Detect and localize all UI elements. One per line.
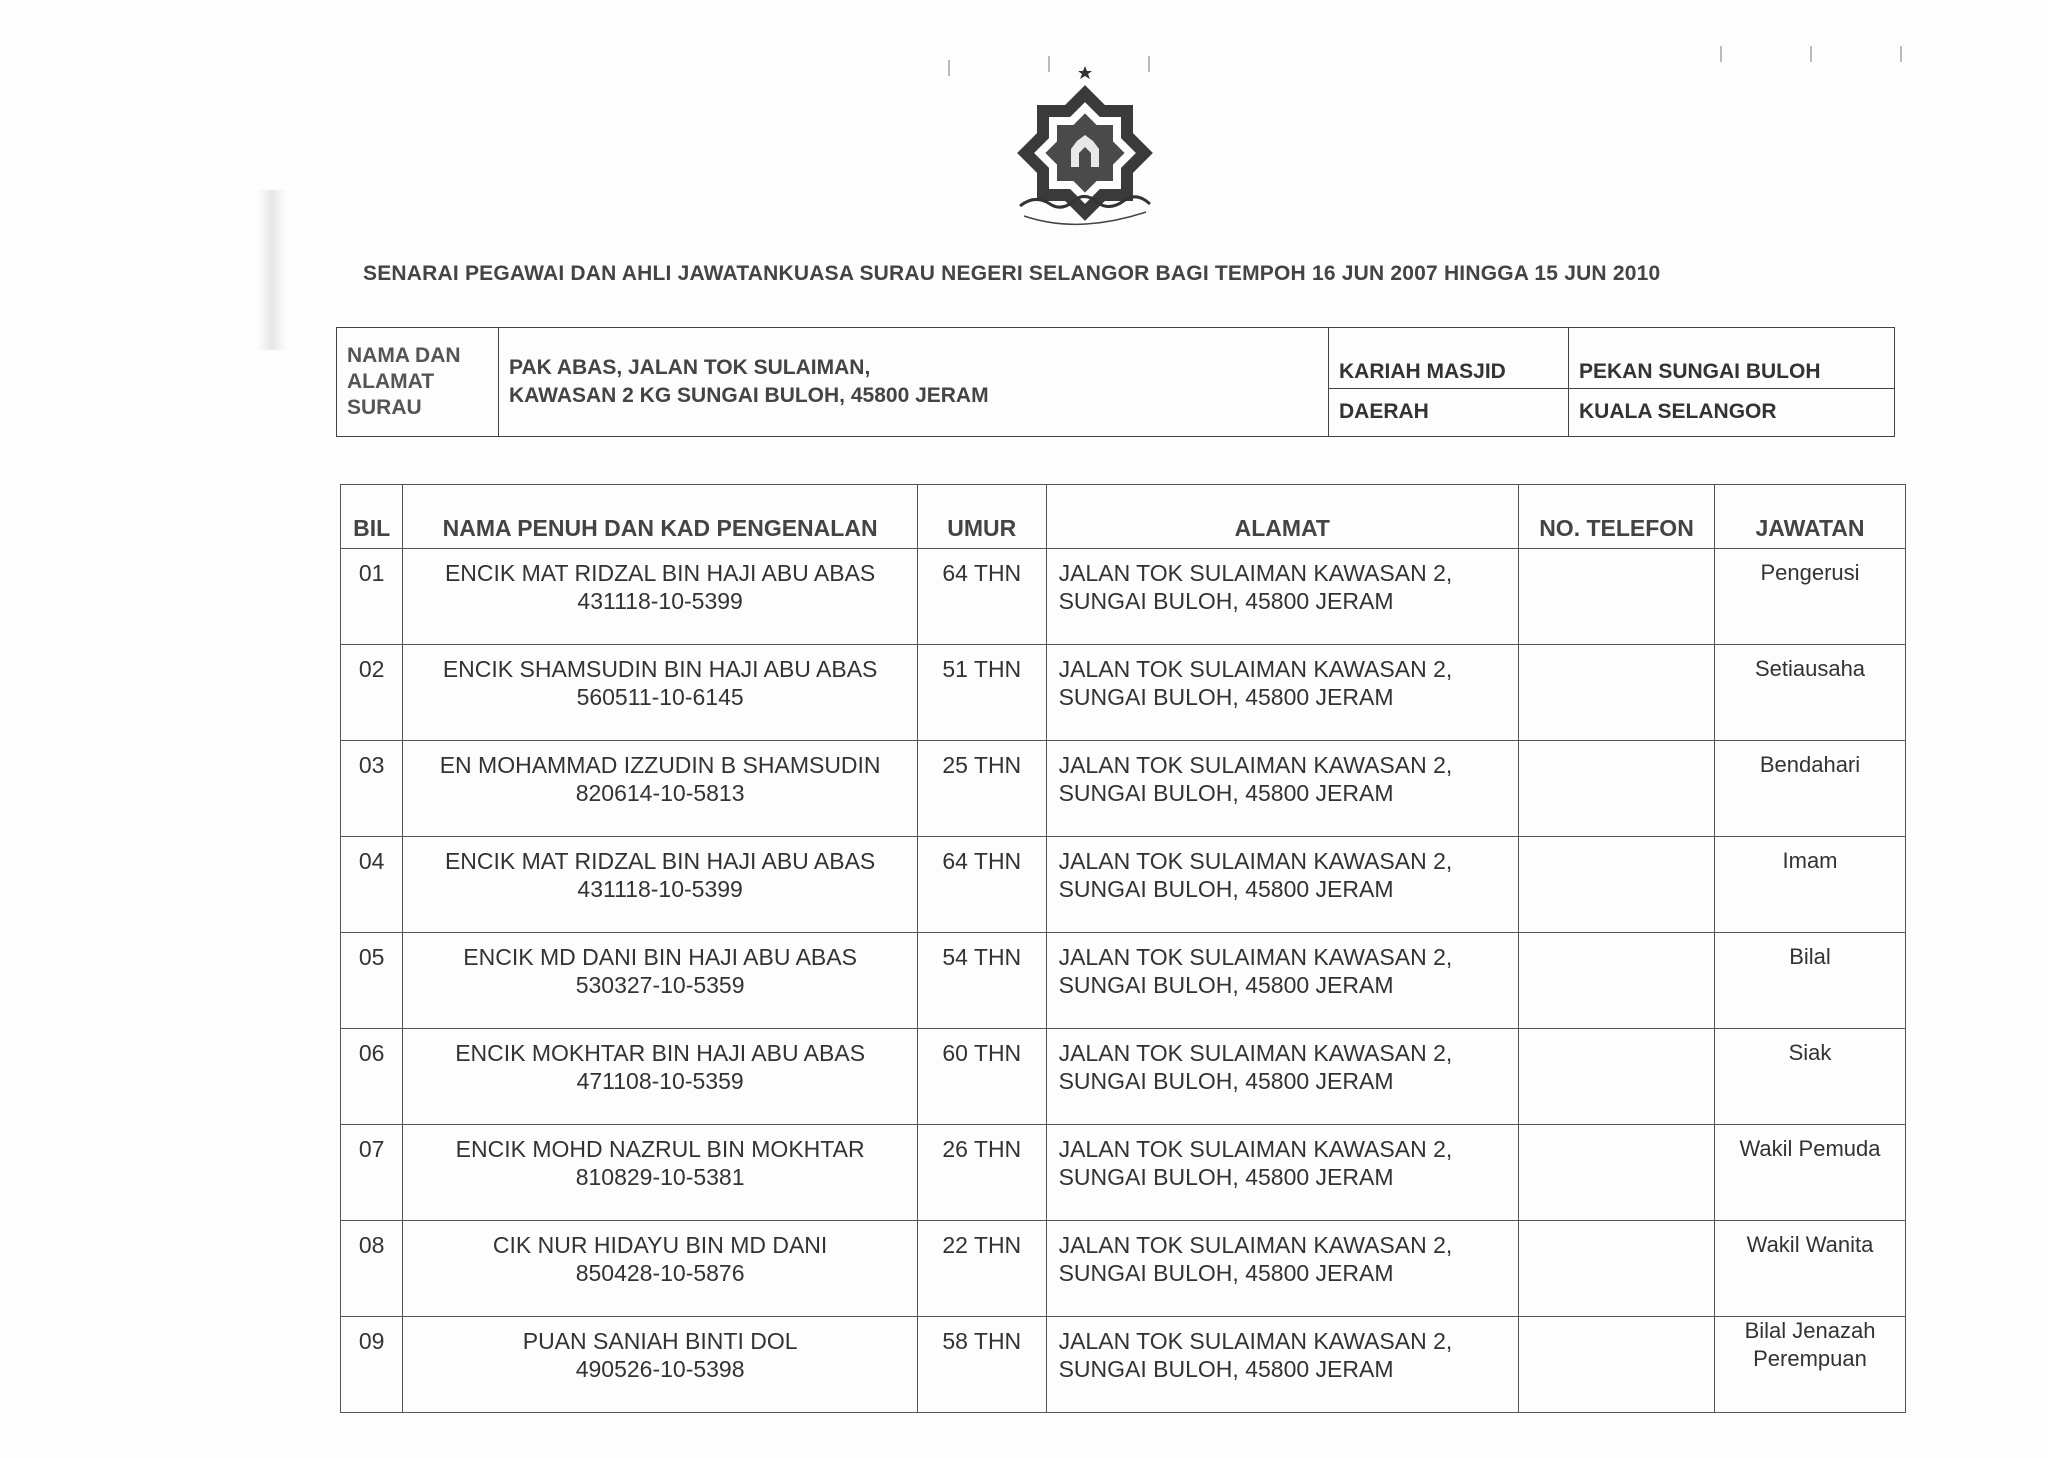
header-bil: BIL [341,485,403,549]
cell-bil: 08 [341,1221,403,1317]
address-line2: SUNGAI BULOH, 45800 JERAM [1058,876,1394,902]
member-ic: 530327-10-5359 [575,972,745,998]
address-line1: JALAN TOK SULAIMAN KAWASAN 2, [1058,1136,1453,1162]
scan-mark [1720,46,1722,62]
address-line1: JALAN TOK SULAIMAN KAWASAN 2, [1058,944,1453,970]
cell-jawatan: Siak [1715,1029,1906,1125]
table-row [341,1317,1906,1413]
member-ic: 490526-10-5398 [575,1356,745,1382]
cell-umur: 58 THN [917,1317,1046,1413]
member-name: CIK NUR HIDAYU BIN MD DANI [492,1232,828,1258]
member-ic: 431118-10-5399 [577,876,743,902]
header-telefon: NO. TELEFON [1519,485,1715,549]
cell-umur: 22 THN [917,1221,1046,1317]
address-line2: SUNGAI BULOH, 45800 JERAM [1058,1068,1394,1094]
surau-info-table [336,327,1895,437]
surau-address-line2: KAWASAN 2 KG SUNGAI BULOH, 45800 JERAM [509,384,989,407]
cell-jawatan: Bilal Jenazah Perempuan [1715,1317,1906,1413]
member-name: ENCIK MAT RIDZAL BIN HAJI ABU ABAS [444,560,876,586]
header-umur: UMUR [917,485,1046,549]
address-line2: SUNGAI BULOH, 45800 JERAM [1058,684,1394,710]
cell-telefon [1519,549,1715,645]
cell-nama [403,837,918,933]
cell-telefon [1519,1317,1715,1413]
table-row [341,1221,1906,1317]
cell-umur: 64 THN [917,837,1046,933]
cell-alamat [1046,1125,1518,1221]
committee-table [340,484,1906,1413]
member-ic: 810829-10-5381 [575,1164,745,1190]
cell-alamat [1046,1317,1518,1413]
member-name: EN MOHAMMAD IZZUDIN B SHAMSUDIN [439,752,881,778]
member-name: PUAN SANIAH BINTI DOL [522,1328,798,1354]
address-line2: SUNGAI BULOH, 45800 JERAM [1058,1260,1394,1286]
cell-jawatan: Bendahari [1715,741,1906,837]
cell-jawatan: Wakil Pemuda [1715,1125,1906,1221]
member-name: ENCIK MOHD NAZRUL BIN MOKHTAR [455,1136,865,1162]
cell-telefon [1519,1221,1715,1317]
kariah-value: PEKAN SUNGAI BULOH [1569,328,1895,389]
header-nama: NAMA PENUH DAN KAD PENGENALAN [403,485,918,549]
address-line1: JALAN TOK SULAIMAN KAWASAN 2, [1058,1232,1453,1258]
table-row [341,933,1906,1029]
address-line2: SUNGAI BULOH, 45800 JERAM [1058,780,1394,806]
cell-jawatan: Setiausaha [1715,645,1906,741]
cell-umur: 51 THN [917,645,1046,741]
cell-jawatan: Bilal [1715,933,1906,1029]
table-row [341,1029,1906,1125]
cell-telefon [1519,837,1715,933]
surau-name-label: NAMA DAN ALAMAT SURAU [337,328,499,437]
member-ic: 850428-10-5876 [575,1260,745,1286]
cell-alamat [1046,549,1518,645]
cell-nama [403,741,918,837]
address-line2: SUNGAI BULOH, 45800 JERAM [1058,972,1394,998]
address-line1: JALAN TOK SULAIMAN KAWASAN 2, [1058,656,1453,682]
cell-umur: 64 THN [917,549,1046,645]
surau-address-line1: PAK ABAS, JALAN TOK SULAIMAN, [509,356,871,379]
table-row [341,549,1906,645]
header-jawatan: JAWATAN [1715,485,1906,549]
cell-umur: 25 THN [917,741,1046,837]
cell-bil: 06 [341,1029,403,1125]
cell-alamat [1046,1029,1518,1125]
cell-bil: 07 [341,1125,403,1221]
cell-bil: 03 [341,741,403,837]
member-ic: 431118-10-5399 [577,588,743,614]
cell-alamat [1046,933,1518,1029]
cell-nama [403,1221,918,1317]
member-name: ENCIK SHAMSUDIN BIN HAJI ABU ABAS [442,656,878,682]
cell-telefon [1519,645,1715,741]
cell-umur: 26 THN [917,1125,1046,1221]
cell-telefon [1519,1029,1715,1125]
cell-alamat [1046,837,1518,933]
kariah-label: KARIAH MASJID [1329,328,1569,389]
cell-bil: 05 [341,933,403,1029]
member-ic: 471108-10-5359 [576,1068,744,1094]
cell-bil: 04 [341,837,403,933]
cell-nama [403,1125,918,1221]
member-name: ENCIK MD DANI BIN HAJI ABU ABAS [463,944,857,970]
scan-smudge [258,190,286,350]
cell-bil: 01 [341,549,403,645]
address-line2: SUNGAI BULOH, 45800 JERAM [1058,1356,1394,1382]
table-row [341,645,1906,741]
cell-telefon [1519,933,1715,1029]
cell-jawatan: Imam [1715,837,1906,933]
cell-jawatan: Wakil Wanita [1715,1221,1906,1317]
member-name: ENCIK MOKHTAR BIN HAJI ABU ABAS [455,1040,866,1066]
cell-bil: 09 [341,1317,403,1413]
table-header-row [341,485,1906,549]
cell-jawatan: Pengerusi [1715,549,1906,645]
cell-alamat [1046,645,1518,741]
cell-nama [403,933,918,1029]
member-ic: 560511-10-6145 [576,684,744,710]
address-line2: SUNGAI BULOH, 45800 JERAM [1058,1164,1394,1190]
address-line1: JALAN TOK SULAIMAN KAWASAN 2, [1058,1328,1453,1354]
cell-nama [403,1029,918,1125]
cell-umur: 60 THN [917,1029,1046,1125]
surau-address [499,328,1329,437]
cell-telefon [1519,1125,1715,1221]
address-line1: JALAN TOK SULAIMAN KAWASAN 2, [1058,848,1453,874]
cell-nama [403,549,918,645]
cell-bil: 02 [341,645,403,741]
document-title: SENARAI PEGAWAI DAN AHLI JAWATANKUASA SURAU NEGERI SELANGOR BAGI TEMPOH 16 JUN 2007 HINGGA 15 JUN 2010 [363,262,1661,285]
address-line1: JALAN TOK SULAIMAN KAWASAN 2, [1058,752,1453,778]
header-alamat: ALAMAT [1046,485,1518,549]
cell-nama [403,645,918,741]
daerah-value: KUALA SELANGOR [1569,388,1895,436]
scan-mark [948,60,950,76]
address-line2: SUNGAI BULOH, 45800 JERAM [1058,588,1394,614]
member-name: ENCIK MAT RIDZAL BIN HAJI ABU ABAS [444,848,876,874]
daerah-label: DAERAH [1329,388,1569,436]
cell-alamat [1046,741,1518,837]
table-row [341,741,1906,837]
majlis-agama-islam-selangor-emblem-icon [1000,58,1170,228]
cell-alamat [1046,1221,1518,1317]
member-ic: 820614-10-5813 [575,780,745,806]
scan-mark [1810,46,1812,62]
cell-nama [403,1317,918,1413]
table-row [341,1125,1906,1221]
address-line1: JALAN TOK SULAIMAN KAWASAN 2, [1058,1040,1453,1066]
table-row [341,837,1906,933]
cell-telefon [1519,741,1715,837]
cell-umur: 54 THN [917,933,1046,1029]
scan-mark [1900,46,1902,62]
address-line1: JALAN TOK SULAIMAN KAWASAN 2, [1058,560,1453,586]
